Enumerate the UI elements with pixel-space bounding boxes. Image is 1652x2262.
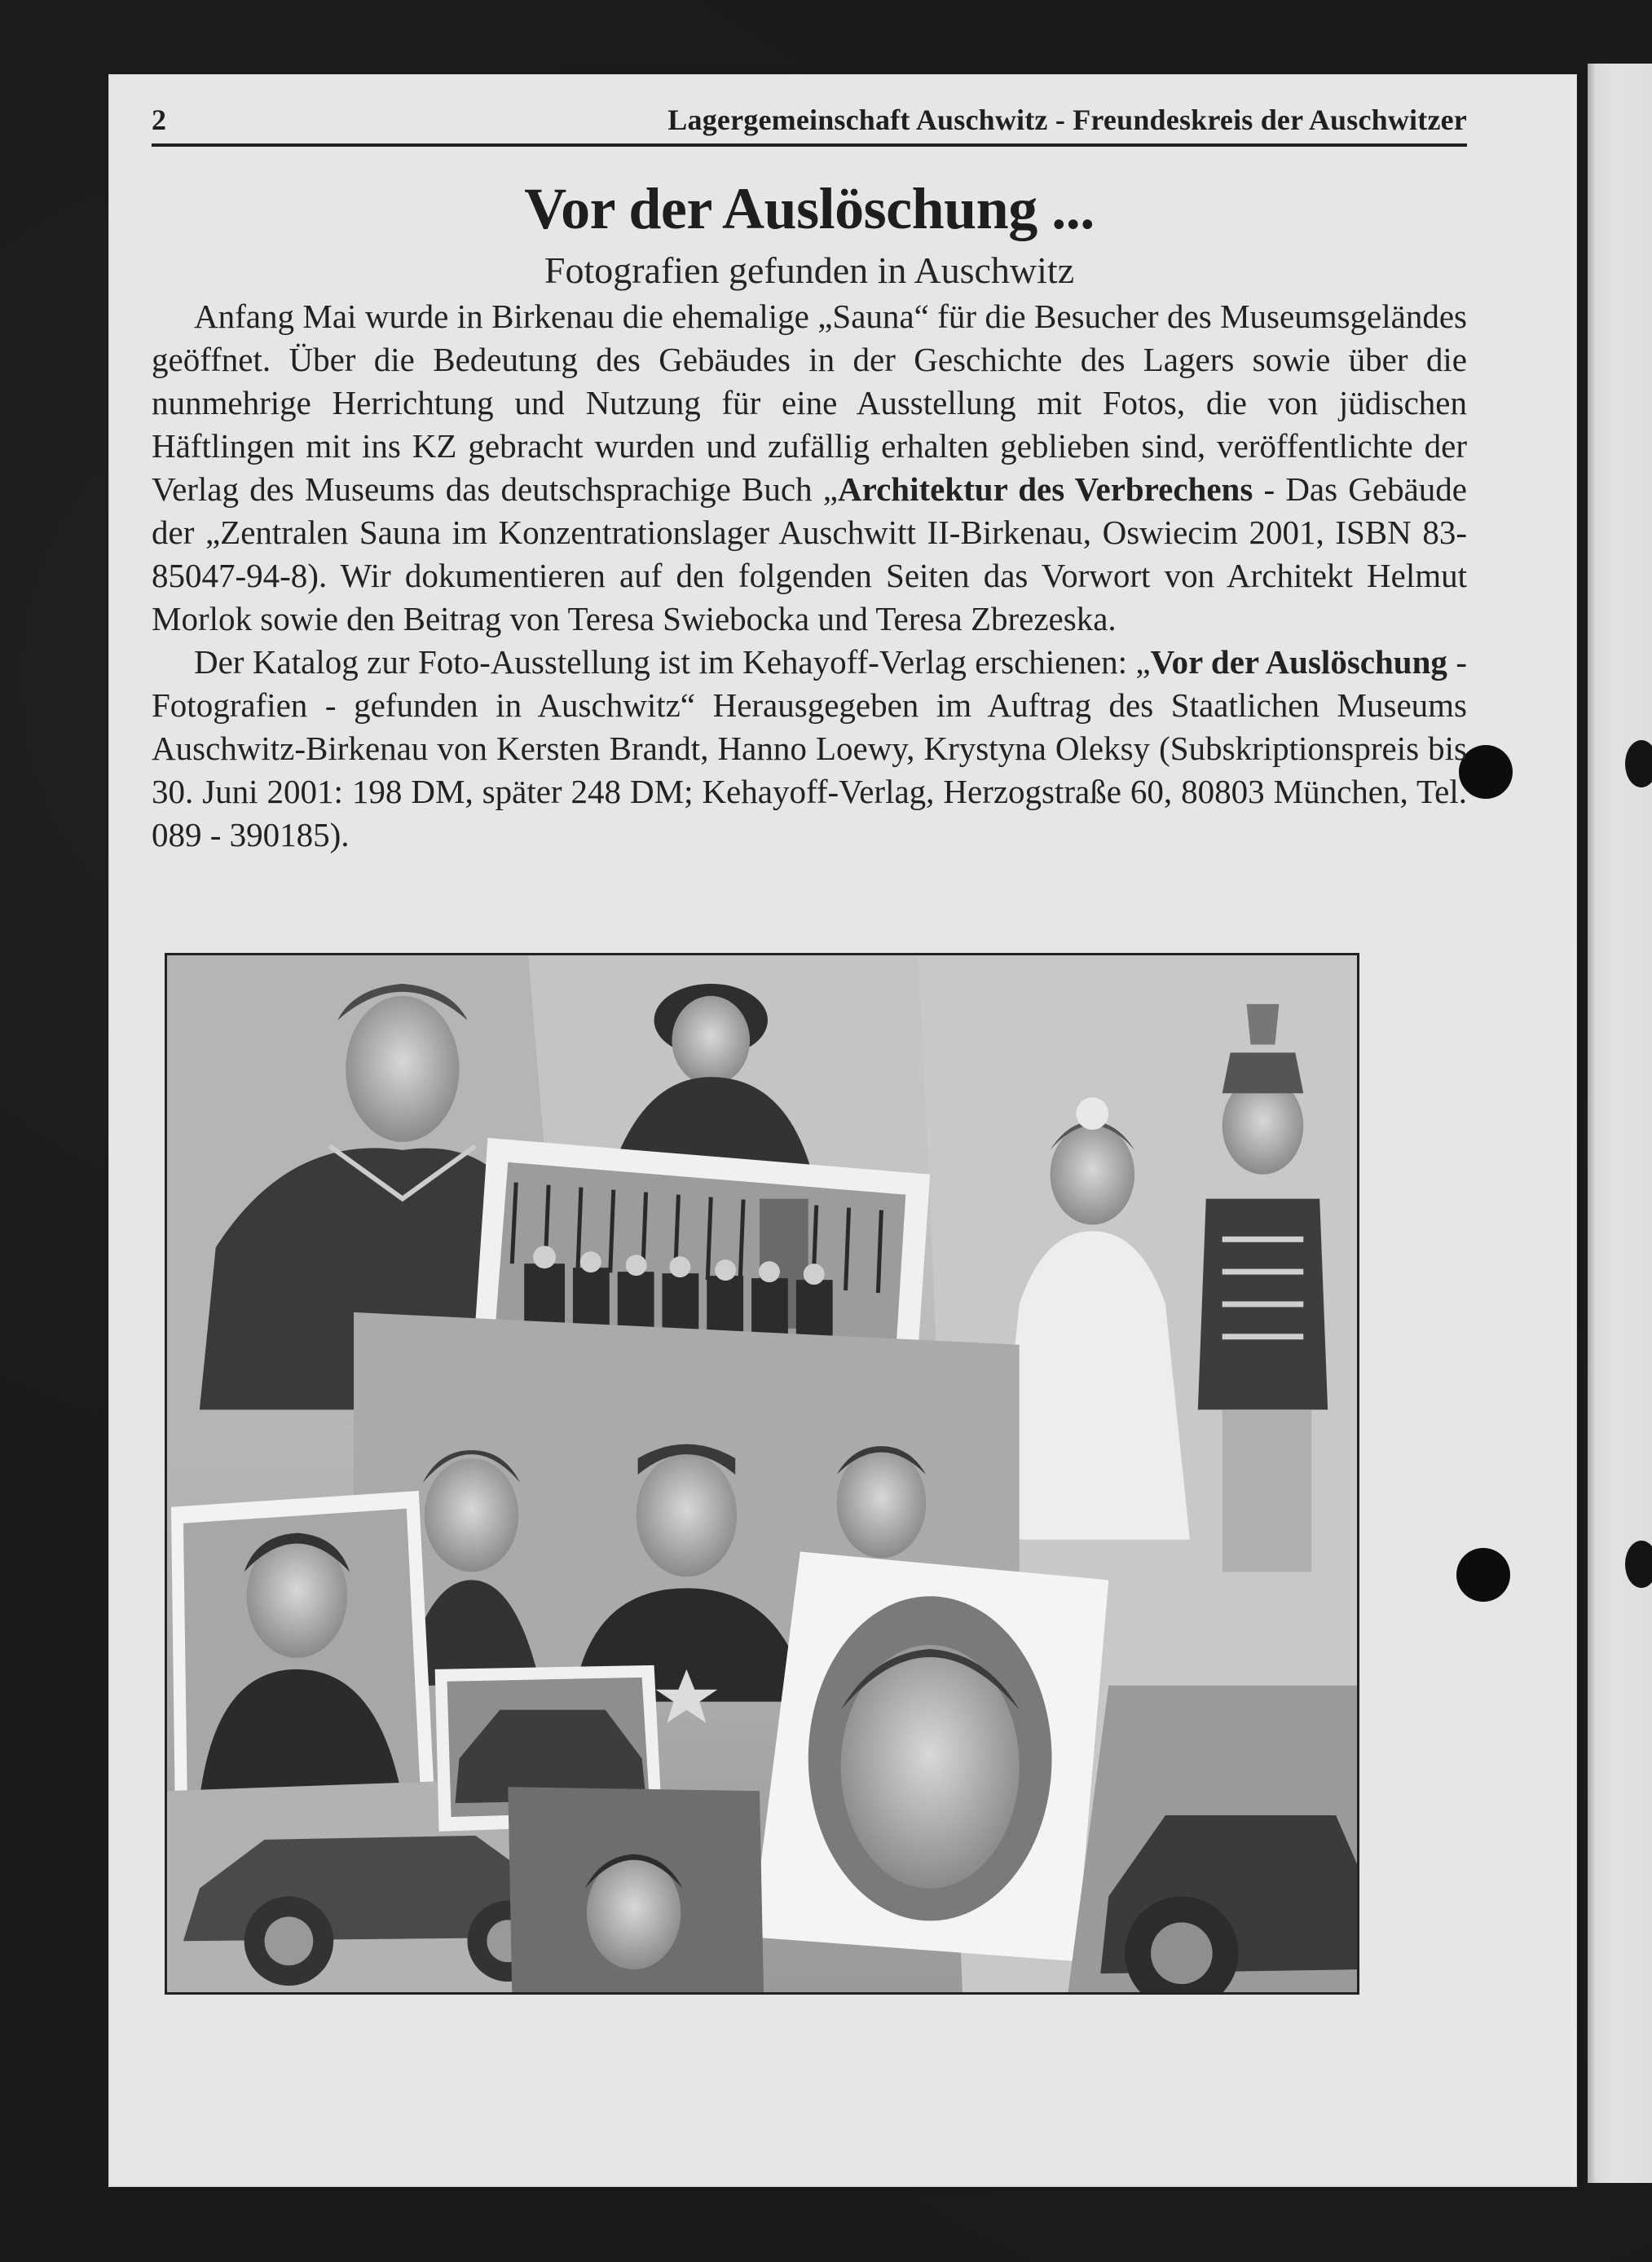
catalog-title-bold: Vor der Auslöschung: [1150, 643, 1447, 681]
young-woman-portrait-photo: [171, 1491, 435, 1819]
small-portrait-photo: [508, 1787, 764, 1992]
adjacent-page-edge: [1588, 64, 1652, 2183]
photo-collage: [165, 953, 1359, 1995]
page-number: 2: [152, 104, 166, 136]
paragraph-1-text-a: Anfang Mai wurde in Birkenau die ehemalige „Sauna“ für die Besucher des Museumsgeländes geöffnet. Über die Bedeutung des Gebäudes in der Geschichte des Lagers sowie über die nunmehrige Herrichtung und Nutzung für eine Ausstellung mit Fotos, die von jüdischen Häftlingen mit ins KZ gebracht wurden und zufällig erhalten geblieben sind, veröffentlichte der Verlag des Museums das deutschsprachige Buch „: [152, 298, 1467, 508]
article-title: Vor der Auslöschung ...: [524, 176, 1095, 241]
book-title-bold: Architektur des Verbrechens: [838, 470, 1253, 508]
adjacent-page-punch-hole: [1625, 740, 1652, 787]
photo-collage-illustration: [167, 955, 1357, 1992]
article-body: [152, 295, 1467, 857]
paragraph-1: [152, 295, 1467, 641]
oval-portrait-photo: [751, 1552, 1108, 1962]
adjacent-page-punch-hole: [1625, 1541, 1652, 1588]
paragraph-2-text-b: - Fotografien - gefunden in Auschwitz“ Herausgegeben im Auftrag des Staatlichen Museums Auschwitz-Birkenau von Kersten Brandt, Hanno Loewy, Krystyna Oleksy (Subskriptionspreis bis 30. Juni 2001: 198 DM, später 248 DM; Kehayoff-Verlag, Herzogstraße 60, 80803 München, Tel. 089 - 390185).: [152, 643, 1467, 853]
page-header: [152, 98, 1467, 147]
paragraph-2-text-a: Der Katalog zur Foto-Ausstellung ist im Kehayoff-Verlag erschienen: „: [194, 643, 1151, 681]
old-car-photo-right: [1068, 1686, 1357, 1992]
punch-hole-lower: [1456, 1548, 1510, 1602]
running-title: Lagergemeinschaft Auschwitz - Freundeskreis der Auschwitzer: [667, 104, 1467, 136]
paragraph-1-text-b: - Das Gebäude der „Zentralen Sauna im Konzentrationslager Auschwitt II-Birkenau, Oswiecim 2001, ISBN 83-85047-94-8). Wir dokumentieren auf den folgenden Seiten das Vorwort von Architekt Helmut Morlok sowie den Beitrag von Teresa Swiebocka und Teresa Zbrezeska.: [152, 470, 1467, 637]
paragraph-2: [152, 641, 1467, 857]
article-subtitle: Fotografien gefunden in Auschwitz: [544, 249, 1075, 291]
